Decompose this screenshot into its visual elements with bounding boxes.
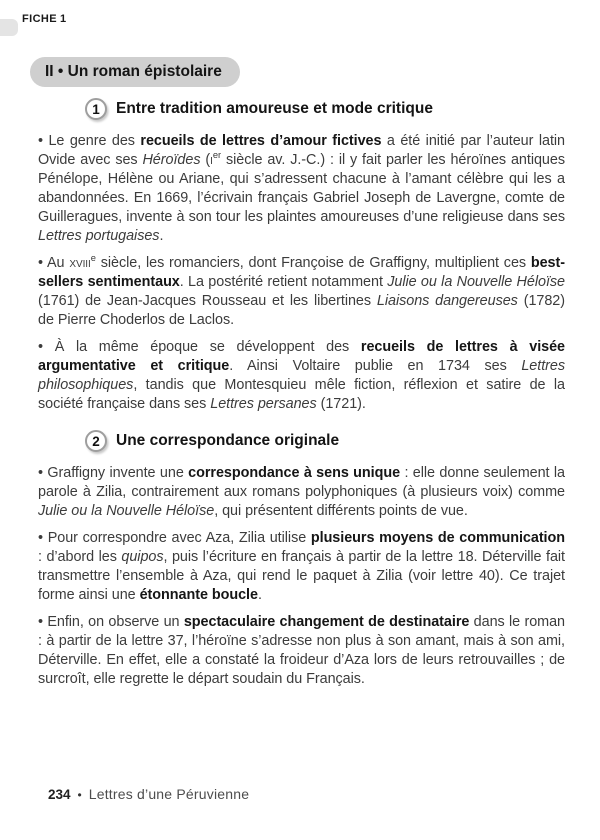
chapter-title: II • Un roman épistolaire <box>45 63 222 80</box>
paragraph-1-1: • Le genre des recueils de lettres d’amour fictives a été initié par l’auteur latin Ovide avec ses Héroïdes ($i^{er}$ siècle av. J.-C.) : il y fait parler les héroïnes antiques Pénélope, Hélène ou Ariane, qui s’adressent chacune à l’amant célèbre qui les a abandonnées. En 1669, l’écrivain français Gabriel Joseph de Lavergne, comte de Guilleragues, invente à son tour les plaintes amoureuses d’une religieuse dans ses Lettres portugaises. <box>38 133 565 244</box>
section-title-1: Entre tradition amoureuse et mode critique <box>116 100 433 117</box>
section-title-2: Une correspondance originale <box>116 432 340 449</box>
paragraph-2-3: • Enfin, on observe un spectaculaire changement de destinataire dans le roman : à partir de la lettre 37, l’héroïne s’adresse non plus à son amant, mais à son ami, Déterville. En effet, elle a constaté la froideur d’Aza lors de leurs retrouvailles ; de surcroît, elle regrette le départ soudain du Français. <box>38 614 566 687</box>
page-footer <box>48 786 249 802</box>
fiche-word: FICHE <box>22 13 57 25</box>
fiche-label <box>22 13 67 25</box>
section-number-badge-2: 2 <box>85 430 107 452</box>
paragraph-1-2: • Au xviii$^e$ siècle, les romanciers, dont Françoise de Graffigny, multiplient ces best-sellers sentimentaux. La postérité retient notamment Julie ou la Nouvelle Héloïse (1761) de Jean-Jacques Rousseau et les libertines Liaisons dangereuses (1782) de Pierre Choderlos de Laclos. <box>38 253 566 328</box>
paragraph-1-3: • À la même époque se développent des recueils de lettres à visée argumentative et critique. Ainsi Voltaire publie en 1734 ses Lettres philosophiques, tandis que Montesquieu mêle fiction, réflexion et satire de la société française dans ses Lettres persanes (1721). <box>38 339 566 412</box>
fiche-number: 1 <box>60 13 67 25</box>
page-number: 234 <box>48 787 71 802</box>
fiche-edge-tab <box>0 19 18 36</box>
chapter-title-pill <box>30 57 240 87</box>
book-title: Lettres d’une Péruvienne <box>88 786 250 802</box>
content-column <box>38 98 565 689</box>
paragraph-2-2: • Pour correspondre avec Aza, Zilia utilise plusieurs moyens de communication : d’abord les quipos, puis l’écriture en français à partir de la lettre 18. Déterville fait transmettre l’ensemble à Aza, qui rend le paquet à Zilia (voir lettre 40). Ce trajet forme ainsi une étonnante boucle. <box>38 530 565 603</box>
section-number-badge-1: 1 <box>85 98 107 120</box>
footer-separator: • <box>77 788 82 802</box>
paragraph-2-1: • Graffigny invente une correspondance à sens unique : elle donne seulement la parole à Zilia, contrairement aux romans polyphoniques (à plusieurs voix) comme Julie ou la Nouvelle Héloïse, qui présentent différents points de vue. <box>38 465 565 519</box>
section-heading-2 <box>85 430 565 452</box>
section-heading-1 <box>85 98 565 120</box>
